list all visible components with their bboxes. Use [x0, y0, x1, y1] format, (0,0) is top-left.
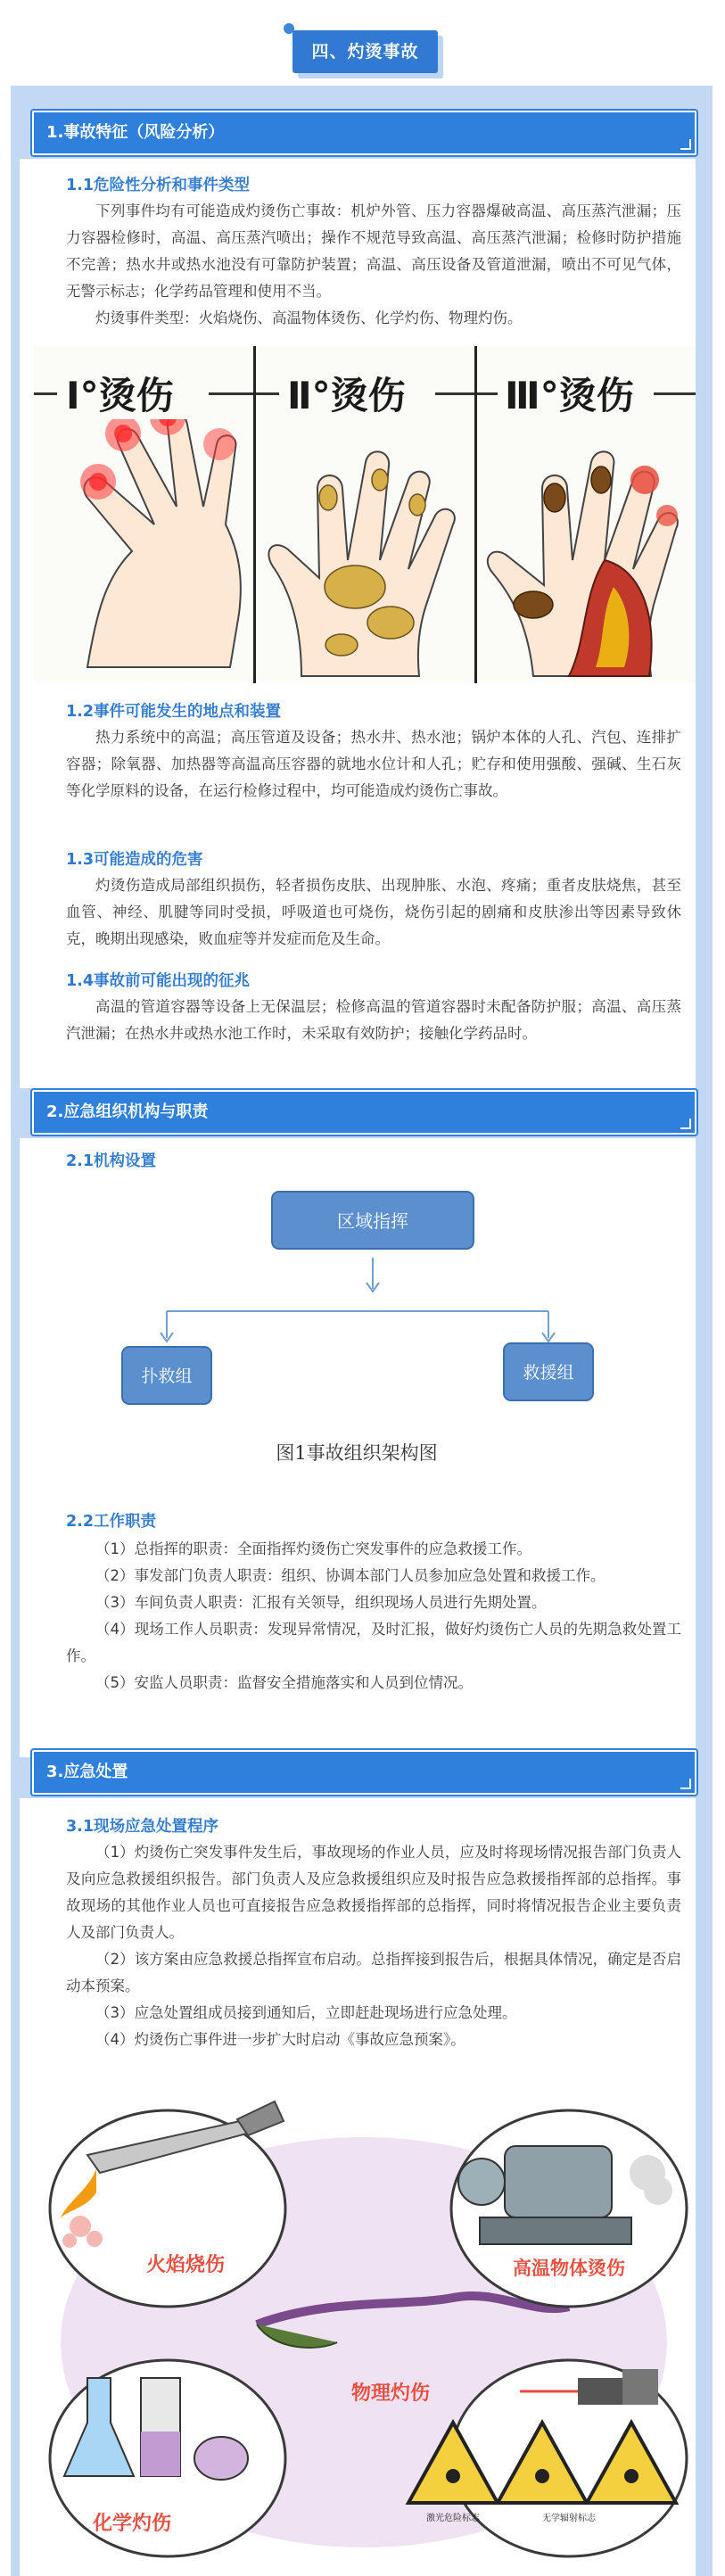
subsection-2-2-title: 2.2工作职责: [66, 1513, 157, 1531]
radiation-sign-label: 无学辐射标志: [542, 2514, 596, 2523]
chemical-burn-label: 化学灼伤: [92, 2513, 172, 2535]
subsection-1-3-text: [66, 872, 681, 953]
subsection-1-2-title: 1.2事件可能发生的地点和装置: [66, 703, 282, 721]
header-title: 四、灼烫事故: [311, 42, 419, 62]
burn-degree-image: [34, 346, 696, 683]
subsection-1-4-title: 1.4事故前可能出现的征兆: [66, 972, 251, 990]
subsection-1-1-title: 1.1危险性分析和事件类型: [66, 177, 251, 194]
header-title-tab: [292, 30, 438, 73]
list-item: （1）灼烫伤亡突发事件发生后，事故现场的作业人员，应及时将现场情况报告部门负责人及向应急救援组织报告。部门负责人及应急救援组织应及时报告应急救援指挥部的总指挥。事故现场的其他作业人员也可直接报告应急救援指挥部的总指挥，同时将情况报告企业主要负责人及部门负责人。: [66, 1844, 681, 1941]
burn-types-image: [34, 2084, 696, 2572]
burn-label-3: Ⅲ°烫伤: [505, 374, 634, 417]
burn-label-1: Ⅰ°烫伤: [66, 374, 174, 417]
section3-title-bar: [32, 1750, 696, 1795]
paragraph: 下列事件均有可能造成灼烫伤亡事故：机炉外管、压力容器爆破高温、高压蒸汽泄漏；压力容器检修时，高温、高压蒸汽喷出；操作不规范导致高温、高压蒸汽泄漏；检修时防护措施不完善；热水井或热水池没有可靠防护装置；高温、高压设备及管道泄漏，喷出不可见气体，无警示标志；化学药品管理和使用不当。: [66, 202, 681, 300]
section2-title: 2.应急组织机构与职责: [46, 1102, 209, 1121]
list-item: （4）灼烫伤亡事件进一步扩大时启动《事故应急预案》。: [95, 2031, 465, 2048]
section2-title-bar: [32, 1090, 696, 1135]
subsection-1-3-title: 1.3可能造成的危害: [66, 851, 203, 869]
list-item: （1）总指挥的职责：全面指挥灼烫伤亡突发事件的应急救援工作。: [95, 1540, 531, 1557]
paragraph: 热力系统中的高温；高压管道及设备；热水井、热水池；锅炉本体的人孔、汽包、连排扩容器；除氧器、加热器等高温高压容器的就地水位计和人孔；贮存和使用强酸、强碱、生石灰等化学原料的设备，在运行检修过程中，均可能造成灼烫伤亡事故。: [66, 729, 681, 799]
subsection-1-2-text: [66, 724, 681, 805]
subsection-3-1-title: 3.1现场应急处置程序: [66, 1818, 219, 1836]
subsection-2-1-title: 2.1机构设置: [66, 1152, 157, 1170]
org-chart: [89, 1177, 624, 1481]
subsection-1-1-text: [66, 198, 681, 332]
subsection-3-1-list: [66, 1839, 681, 2053]
laser-sign-label: 激光危险标志: [426, 2514, 480, 2523]
paragraph: 灼烫事件类型：火焰烧伤、高温物体烫伤、化学灼伤、物理灼伤。: [95, 310, 523, 326]
org-chart-caption: 图1事故组织架构图: [276, 1442, 438, 1464]
list-item: （2）事发部门负责人职责：组织、协调本部门人员参加应急处置和救援工作。: [95, 1567, 606, 1584]
list-item: （2）该方案由应急救援总指挥宣布启动。总指挥接到报告后，根据具体情况，确定是否启动本预案。: [66, 1951, 681, 1994]
section3-title: 3.应急处置: [46, 1763, 128, 1781]
paragraph: 灼烫伤造成局部组织损伤，轻者损伤皮肤、出现肿胀、水泡、疼痛；重者皮肤烧焦，甚至血管、神经、肌腱等同时受损，呼吸道也可烧伤，烧伤引起的剧痛和皮肤渗出等因素导致休克，晚期出现感染，败血症等并发症而危及生命。: [66, 877, 681, 947]
physical-burn-label: 物理灼伤: [350, 2382, 431, 2405]
subsection-2-2-list: [66, 1536, 681, 1697]
hot-object-label: 高温物体烫伤: [513, 2258, 625, 2279]
section1-title-bar: [32, 111, 696, 155]
list-item: （3）车间负责人职责：汇报有关领导，组织现场人员进行先期处置。: [95, 1594, 547, 1611]
list-item: （3）应急处置组成员接到通知后，立即赶赴现场进行应急处理。: [95, 2004, 517, 2021]
org-top-label: 区域指挥: [337, 1210, 408, 1232]
list-item: （5）安监人员职责：监督安全措施落实和人员到位情况。: [95, 1674, 473, 1691]
section-header: [0, 0, 725, 82]
flame-burn-label: 火焰烧伤: [145, 2254, 226, 2276]
org-left-label: 扑救组: [141, 1366, 193, 1386]
org-right-label: 救援组: [523, 1363, 574, 1383]
burn-label-2: Ⅱ°烫伤: [287, 374, 406, 417]
list-item: （4）现场工作人员职责：发现异常情况，及时汇报，做好灼烫伤亡人员的先期急救处置工作。: [66, 1621, 681, 1664]
section1-title: 1.事故特征（风险分析）: [46, 123, 225, 142]
subsection-1-4-text: [66, 994, 681, 1047]
paragraph: 高温的管道容器等设备上无保温层；检修高温的管道容器时未配备防护服；高温、高压蒸汽泄漏；在热水井或热水池工作时，未采取有效防护；接触化学药品时。: [66, 998, 681, 1042]
